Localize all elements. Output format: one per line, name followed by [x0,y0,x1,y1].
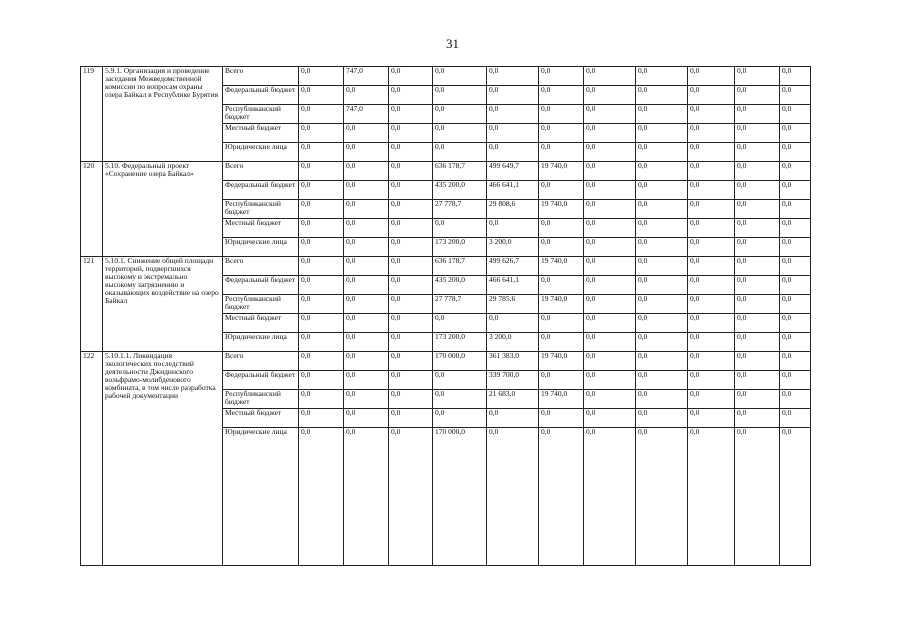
value-cell: 0,0 [389,67,433,86]
value-cell: 0,0 [389,86,433,105]
value-cell: 0,0 [780,409,811,428]
value-cell: 0,0 [636,200,688,219]
value-cell: 0,0 [584,219,636,238]
value-cell: 0,0 [584,352,636,371]
value-cell: 173 200,0 [433,333,487,352]
value-cell: 0,0 [344,390,389,409]
value-cell: 0,0 [636,428,688,566]
value-cell: 0,0 [636,67,688,86]
value-cell: 0,0 [780,67,811,86]
value-cell: 19 740,0 [539,390,584,409]
value-cell: 0,0 [389,371,433,390]
value-cell: 0,0 [636,238,688,257]
value-cell: 0,0 [433,314,487,333]
row-number: 120 [81,162,103,257]
value-cell: 0,0 [636,295,688,314]
value-cell: 0,0 [299,219,344,238]
value-cell: 0,0 [299,238,344,257]
value-cell: 0,0 [487,86,539,105]
value-cell: 0,0 [584,314,636,333]
value-cell: 0,0 [688,276,735,295]
value-cell: 0,0 [584,105,636,124]
value-cell: 339 700,0 [487,371,539,390]
value-cell: 0,0 [344,257,389,276]
measure-title: 5.10. Федеральный проект «Сохранение озера Байкал» [103,162,223,257]
row-number: 121 [81,257,103,352]
value-cell: 0,0 [688,428,735,566]
value-cell: 0,0 [584,162,636,181]
value-cell: 0,0 [584,371,636,390]
value-cell: 0,0 [344,219,389,238]
value-cell: 0,0 [389,200,433,219]
value-cell: 0,0 [487,105,539,124]
table-row [81,67,811,86]
value-cell: 0,0 [584,295,636,314]
budget-table [80,66,811,566]
value-cell: 0,0 [433,105,487,124]
value-cell: 0,0 [636,219,688,238]
value-cell: 0,0 [780,352,811,371]
value-cell: 170 000,0 [433,352,487,371]
funding-source: Местный бюджет [223,124,299,143]
value-cell: 0,0 [433,409,487,428]
value-cell: 0,0 [735,276,780,295]
value-cell: 0,0 [688,67,735,86]
value-cell: 0,0 [688,238,735,257]
value-cell: 0,0 [389,352,433,371]
value-cell: 0,0 [780,124,811,143]
value-cell: 0,0 [389,314,433,333]
value-cell: 0,0 [636,143,688,162]
value-cell: 0,0 [636,314,688,333]
funding-source: Республиканский бюджет [223,200,299,219]
value-cell: 0,0 [389,219,433,238]
funding-source: Местный бюджет [223,219,299,238]
value-cell: 0,0 [780,162,811,181]
funding-source: Всего [223,162,299,181]
value-cell: 0,0 [735,333,780,352]
value-cell: 0,0 [584,67,636,86]
value-cell: 0,0 [539,86,584,105]
value-cell: 0,0 [636,86,688,105]
value-cell: 0,0 [389,143,433,162]
value-cell: 0,0 [584,257,636,276]
value-cell: 0,0 [539,181,584,200]
funding-source: Всего [223,257,299,276]
value-cell: 466 641,1 [487,276,539,295]
value-cell: 0,0 [636,390,688,409]
value-cell: 27 778,7 [433,295,487,314]
value-cell: 0,0 [389,124,433,143]
value-cell: 0,0 [344,162,389,181]
value-cell: 0,0 [584,86,636,105]
value-cell: 0,0 [344,333,389,352]
value-cell: 19 740,0 [539,295,584,314]
funding-source: Федеральный бюджет [223,86,299,105]
value-cell: 0,0 [433,371,487,390]
value-cell: 0,0 [539,276,584,295]
value-cell: 0,0 [688,162,735,181]
value-cell: 0,0 [344,428,389,566]
value-cell: 0,0 [735,86,780,105]
value-cell: 0,0 [735,162,780,181]
value-cell: 3 200,0 [487,238,539,257]
value-cell: 0,0 [433,86,487,105]
funding-source: Юридические лица [223,428,299,566]
value-cell: 0,0 [539,409,584,428]
value-cell: 499 649,7 [487,162,539,181]
value-cell: 0,0 [735,105,780,124]
value-cell: 0,0 [539,333,584,352]
value-cell: 0,0 [780,181,811,200]
value-cell: 0,0 [433,143,487,162]
value-cell: 0,0 [433,390,487,409]
value-cell: 0,0 [389,257,433,276]
measure-title: 5.10.1.1. Ликвидация экологических последствий деятельности Джидинского вольфрамо-молибденового комбината, в том числе разработка рабочей документации [103,352,223,566]
value-cell: 19 740,0 [539,352,584,371]
value-cell: 0,0 [735,352,780,371]
value-cell: 0,0 [780,314,811,333]
value-cell: 0,0 [584,143,636,162]
value-cell: 0,0 [688,219,735,238]
value-cell: 0,0 [539,124,584,143]
value-cell: 27 778,7 [433,200,487,219]
value-cell: 0,0 [735,371,780,390]
value-cell: 0,0 [688,181,735,200]
value-cell: 0,0 [389,409,433,428]
value-cell: 636 178,7 [433,257,487,276]
funding-source: Местный бюджет [223,409,299,428]
value-cell: 0,0 [487,124,539,143]
value-cell: 0,0 [344,314,389,333]
funding-source: Федеральный бюджет [223,181,299,200]
value-cell: 0,0 [688,257,735,276]
measure-title: 5.9.1. Организация и проведение заседания Межведомственной комиссии по вопросам охраны озера Байкал в Республике Бурятия [103,67,223,162]
value-cell: 0,0 [780,105,811,124]
row-number: 122 [81,352,103,566]
value-cell: 0,0 [636,124,688,143]
funding-source: Юридические лица [223,333,299,352]
value-cell: 0,0 [487,67,539,86]
value-cell: 0,0 [688,86,735,105]
value-cell: 0,0 [735,124,780,143]
value-cell: 0,0 [539,371,584,390]
value-cell: 0,0 [299,276,344,295]
value-cell: 636 178,7 [433,162,487,181]
measure-title: 5.10.1. Снижение общей площади территорий, подвергшихся высокому и экстремально высокому загрязнению и оказывающих воздействие на озеро Байкал [103,257,223,352]
value-cell: 0,0 [487,428,539,566]
value-cell: 0,0 [688,314,735,333]
value-cell: 0,0 [735,67,780,86]
value-cell: 0,0 [780,333,811,352]
value-cell: 0,0 [688,295,735,314]
value-cell: 0,0 [688,352,735,371]
value-cell: 0,0 [636,276,688,295]
value-cell: 0,0 [299,257,344,276]
value-cell: 0,0 [299,200,344,219]
value-cell: 0,0 [584,390,636,409]
value-cell: 0,0 [344,181,389,200]
value-cell: 29 785,6 [487,295,539,314]
value-cell: 0,0 [780,238,811,257]
value-cell: 0,0 [389,276,433,295]
value-cell: 0,0 [344,238,389,257]
value-cell: 0,0 [735,295,780,314]
value-cell: 0,0 [344,409,389,428]
value-cell: 0,0 [735,409,780,428]
value-cell: 0,0 [389,162,433,181]
value-cell: 0,0 [735,200,780,219]
value-cell: 0,0 [389,390,433,409]
value-cell: 361 383,0 [487,352,539,371]
funding-source: Всего [223,67,299,86]
value-cell: 0,0 [539,428,584,566]
value-cell: 0,0 [584,238,636,257]
value-cell: 19 740,0 [539,257,584,276]
value-cell: 0,0 [735,314,780,333]
value-cell: 0,0 [389,428,433,566]
budget-table-body [81,67,811,566]
value-cell: 0,0 [780,86,811,105]
value-cell: 29 808,6 [487,200,539,219]
value-cell: 0,0 [735,390,780,409]
value-cell: 0,0 [780,371,811,390]
value-cell: 0,0 [584,428,636,566]
value-cell: 0,0 [636,371,688,390]
value-cell: 0,0 [487,314,539,333]
row-number: 119 [81,67,103,162]
value-cell: 0,0 [636,352,688,371]
value-cell: 0,0 [780,390,811,409]
value-cell: 0,0 [636,105,688,124]
funding-source: Всего [223,352,299,371]
value-cell: 0,0 [433,219,487,238]
value-cell: 0,0 [636,181,688,200]
value-cell: 0,0 [487,219,539,238]
value-cell: 0,0 [539,219,584,238]
table-row [81,162,811,181]
value-cell: 0,0 [299,162,344,181]
value-cell: 747,0 [344,67,389,86]
value-cell: 0,0 [344,143,389,162]
value-cell: 0,0 [539,238,584,257]
value-cell: 0,0 [780,143,811,162]
value-cell: 0,0 [688,390,735,409]
funding-source: Федеральный бюджет [223,371,299,390]
value-cell: 0,0 [299,409,344,428]
value-cell: 0,0 [299,124,344,143]
funding-source: Местный бюджет [223,314,299,333]
value-cell: 0,0 [344,200,389,219]
value-cell: 0,0 [688,371,735,390]
value-cell: 0,0 [299,105,344,124]
value-cell: 0,0 [389,105,433,124]
page-number: 31 [446,36,459,51]
value-cell: 0,0 [299,390,344,409]
value-cell: 3 200,0 [487,333,539,352]
value-cell: 21 683,0 [487,390,539,409]
value-cell: 0,0 [299,371,344,390]
value-cell: 435 200,0 [433,276,487,295]
value-cell: 0,0 [780,200,811,219]
funding-source: Республиканский бюджет [223,105,299,124]
funding-source: Республиканский бюджет [223,390,299,409]
value-cell: 19 740,0 [539,200,584,219]
value-cell: 0,0 [688,105,735,124]
value-cell: 0,0 [299,67,344,86]
value-cell: 0,0 [539,143,584,162]
value-cell: 0,0 [299,143,344,162]
funding-source: Федеральный бюджет [223,276,299,295]
value-cell: 0,0 [780,276,811,295]
value-cell: 0,0 [539,105,584,124]
value-cell: 0,0 [433,124,487,143]
value-cell: 0,0 [735,219,780,238]
value-cell: 747,0 [344,105,389,124]
value-cell: 0,0 [735,181,780,200]
value-cell: 0,0 [299,86,344,105]
value-cell: 0,0 [299,352,344,371]
value-cell: 0,0 [735,428,780,566]
value-cell: 0,0 [344,352,389,371]
value-cell: 0,0 [299,295,344,314]
value-cell: 0,0 [780,257,811,276]
value-cell: 0,0 [735,238,780,257]
value-cell: 0,0 [584,276,636,295]
value-cell: 0,0 [344,295,389,314]
value-cell: 0,0 [539,314,584,333]
value-cell: 0,0 [735,143,780,162]
value-cell: 0,0 [584,200,636,219]
value-cell: 0,0 [780,295,811,314]
value-cell: 0,0 [344,371,389,390]
value-cell: 0,0 [389,333,433,352]
value-cell: 0,0 [487,409,539,428]
value-cell: 0,0 [584,124,636,143]
value-cell: 0,0 [389,295,433,314]
value-cell: 0,0 [636,409,688,428]
funding-source: Республиканский бюджет [223,295,299,314]
value-cell: 0,0 [389,181,433,200]
value-cell: 0,0 [299,428,344,566]
value-cell: 170 000,0 [433,428,487,566]
table-row [81,257,811,276]
value-cell: 0,0 [636,162,688,181]
value-cell: 0,0 [636,257,688,276]
value-cell: 0,0 [299,314,344,333]
value-cell: 435 200,0 [433,181,487,200]
value-cell: 0,0 [299,333,344,352]
table-row [81,352,811,371]
value-cell: 0,0 [344,86,389,105]
value-cell: 0,0 [584,409,636,428]
funding-source: Юридические лица [223,143,299,162]
funding-source: Юридические лица [223,238,299,257]
value-cell: 0,0 [688,143,735,162]
value-cell: 499 626,7 [487,257,539,276]
value-cell: 19 740,0 [539,162,584,181]
value-cell: 0,0 [584,181,636,200]
value-cell: 0,0 [389,238,433,257]
value-cell: 0,0 [487,143,539,162]
value-cell: 173 200,0 [433,238,487,257]
value-cell: 0,0 [735,257,780,276]
value-cell: 466 641,1 [487,181,539,200]
value-cell: 0,0 [688,124,735,143]
value-cell: 0,0 [780,428,811,566]
value-cell: 0,0 [539,67,584,86]
value-cell: 0,0 [688,333,735,352]
value-cell: 0,0 [688,409,735,428]
value-cell: 0,0 [688,200,735,219]
value-cell: 0,0 [780,219,811,238]
value-cell: 0,0 [299,181,344,200]
value-cell: 0,0 [344,124,389,143]
value-cell: 0,0 [584,333,636,352]
value-cell: 0,0 [433,67,487,86]
value-cell: 0,0 [344,276,389,295]
value-cell: 0,0 [636,333,688,352]
